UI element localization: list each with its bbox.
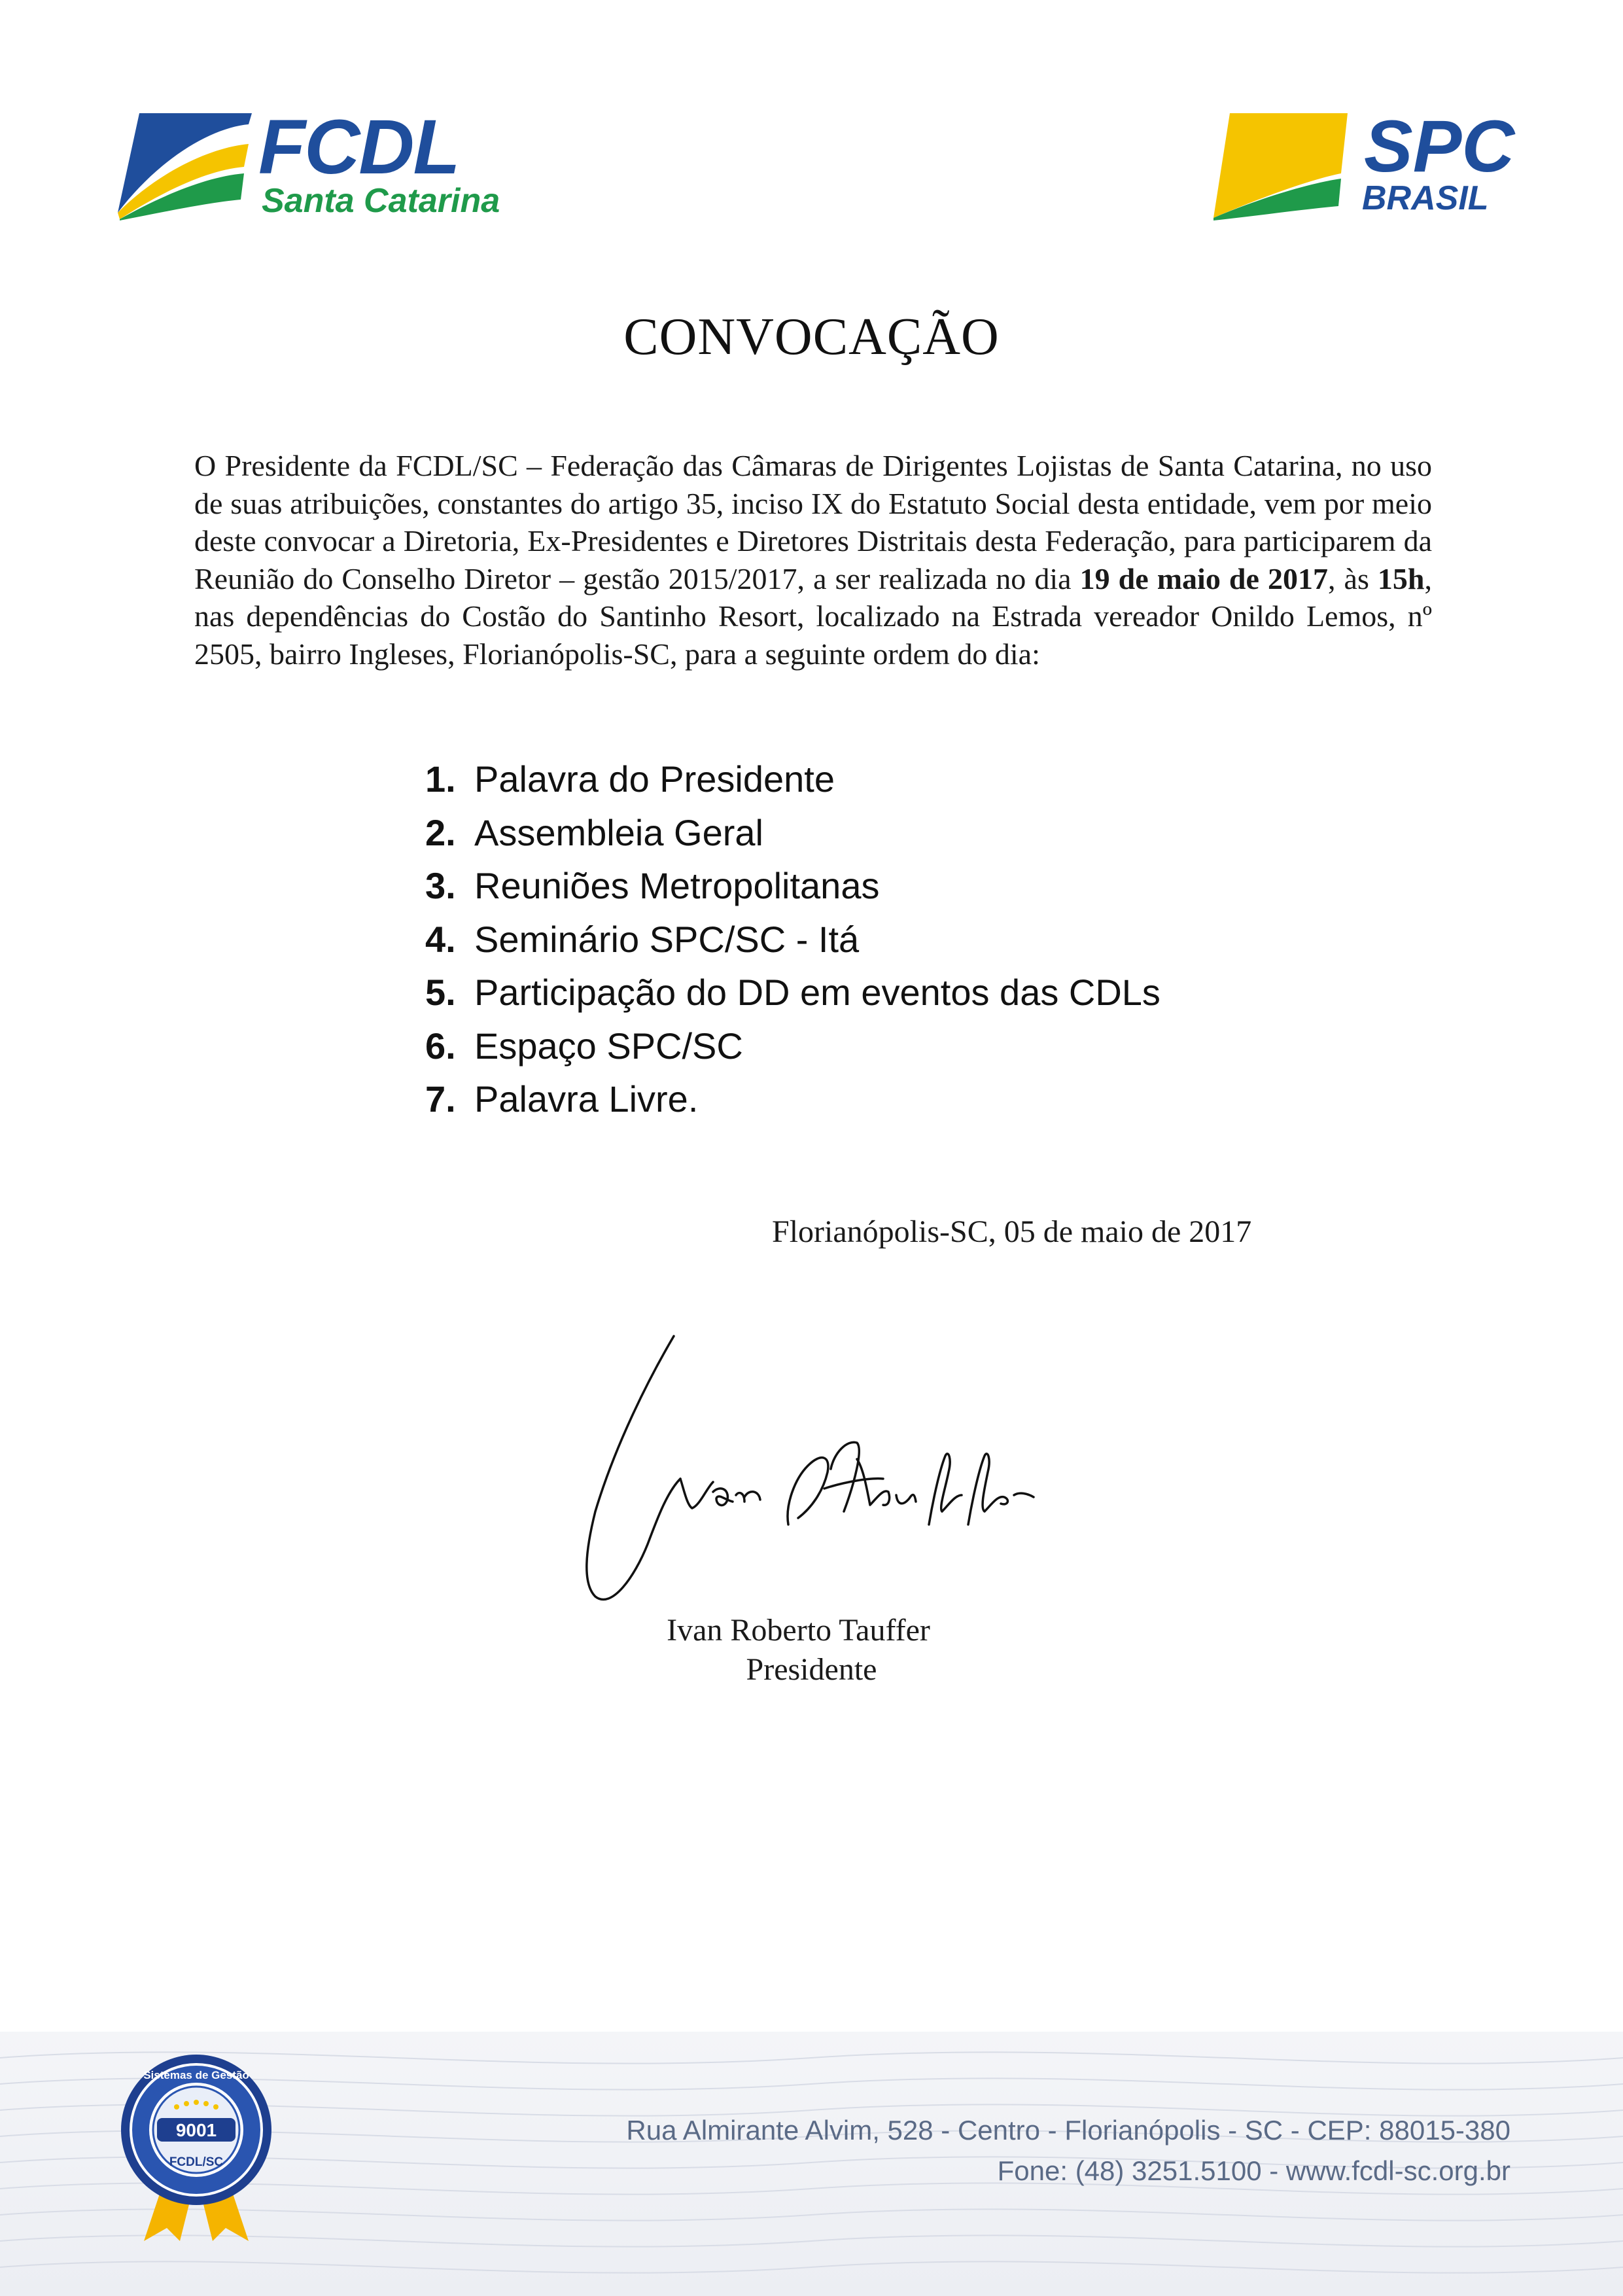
agenda-item-text: Assembleia Geral	[474, 811, 763, 853]
agenda-item	[425, 859, 1161, 913]
agenda-item-text: Seminário SPC/SC - Itá	[474, 918, 860, 960]
fcdl-logo-subtitle: Santa Catarina	[262, 182, 500, 220]
signer-block	[0, 1611, 1623, 1689]
spc-logo-subtitle: BRASIL	[1362, 179, 1489, 217]
fcdl-logo	[114, 104, 520, 222]
page-title: CONVOCAÇÃO	[623, 308, 1000, 366]
iso-9001-badge	[111, 2045, 281, 2241]
agenda-item-text: Palavra Livre.	[474, 1078, 699, 1120]
agenda-item-text: Reuniões Metropolitanas	[474, 865, 880, 907]
signer-role: Presidente	[746, 1652, 877, 1687]
meeting-time: 15h	[1377, 561, 1425, 595]
agenda-item-number: 2.	[425, 811, 456, 853]
paragraph-part-3: , nas dependências do Costão do Santinho Resort, localizado na Estrada vereador Onildo Lemos, nº 2505, bairro Ingleses, Florianópolis-SC, para a seguinte ordem do dia:	[194, 561, 1432, 671]
spc-logo	[1210, 105, 1518, 222]
agenda-item	[425, 913, 1161, 966]
agenda-item	[425, 752, 1161, 806]
agenda-item	[425, 1072, 1161, 1126]
fcdl-logo-name: FCDL	[258, 104, 459, 190]
agenda-item-number: 1.	[425, 758, 456, 800]
agenda-item-text: Palavra do Presidente	[474, 758, 835, 800]
badge-text-top: Sistemas de Gestão	[143, 2069, 249, 2081]
agenda-item-text: Participação do DD em eventos das CDLs	[474, 972, 1161, 1014]
agenda-item-number: 7.	[425, 1078, 456, 1120]
agenda-item-number: 3.	[425, 865, 456, 907]
footer-phone-web-line: Fone: (48) 3251.5100 - www.fcdl-sc.org.br	[997, 2155, 1510, 2186]
agenda-item-text: Espaço SPC/SC	[474, 1025, 743, 1067]
spc-logo-name: SPC	[1364, 105, 1515, 187]
footer-address-line: Rua Almirante Alvim, 528 - Centro - Florianópolis - SC - CEP: 88015-380	[626, 2115, 1510, 2146]
paragraph-part-1: O Presidente da FCDL/SC – Federação das Câmaras de Dirigentes Lojistas de Santa Catarina, no uso de suas atribuições, constantes do artigo 35, inciso IX do Estatuto Social desta entidade, vem por meio deste convocar a Diretoria, Ex-Presidentes e Diretores Distritais desta Federação, para participarem da Reunião do Conselho Diretor – gestão 2015/2017, a ser realizada no dia	[194, 449, 1432, 595]
signer-name: Ivan Roberto Tauffer	[667, 1613, 930, 1648]
convocation-paragraph	[194, 447, 1432, 673]
badge-text-bottom: FCDL/SC	[169, 2155, 224, 2169]
date-line: Florianópolis-SC, 05 de maio de 2017	[772, 1214, 1252, 1249]
agenda-item-number: 6.	[425, 1025, 456, 1067]
agenda-item-number: 5.	[425, 972, 456, 1014]
agenda-item	[425, 806, 1161, 860]
agenda-item	[425, 1019, 1161, 1073]
agenda-item-number: 4.	[425, 918, 456, 960]
agenda-list	[425, 752, 1161, 1126]
badge-text-iso: 9001	[175, 2120, 217, 2140]
meeting-date: 19 de maio de 2017	[1079, 561, 1328, 595]
agenda-item	[425, 966, 1161, 1019]
handwritten-signature	[576, 1328, 1066, 1623]
footer-contact	[626, 2110, 1510, 2191]
paragraph-part-2: , às	[1327, 561, 1378, 595]
